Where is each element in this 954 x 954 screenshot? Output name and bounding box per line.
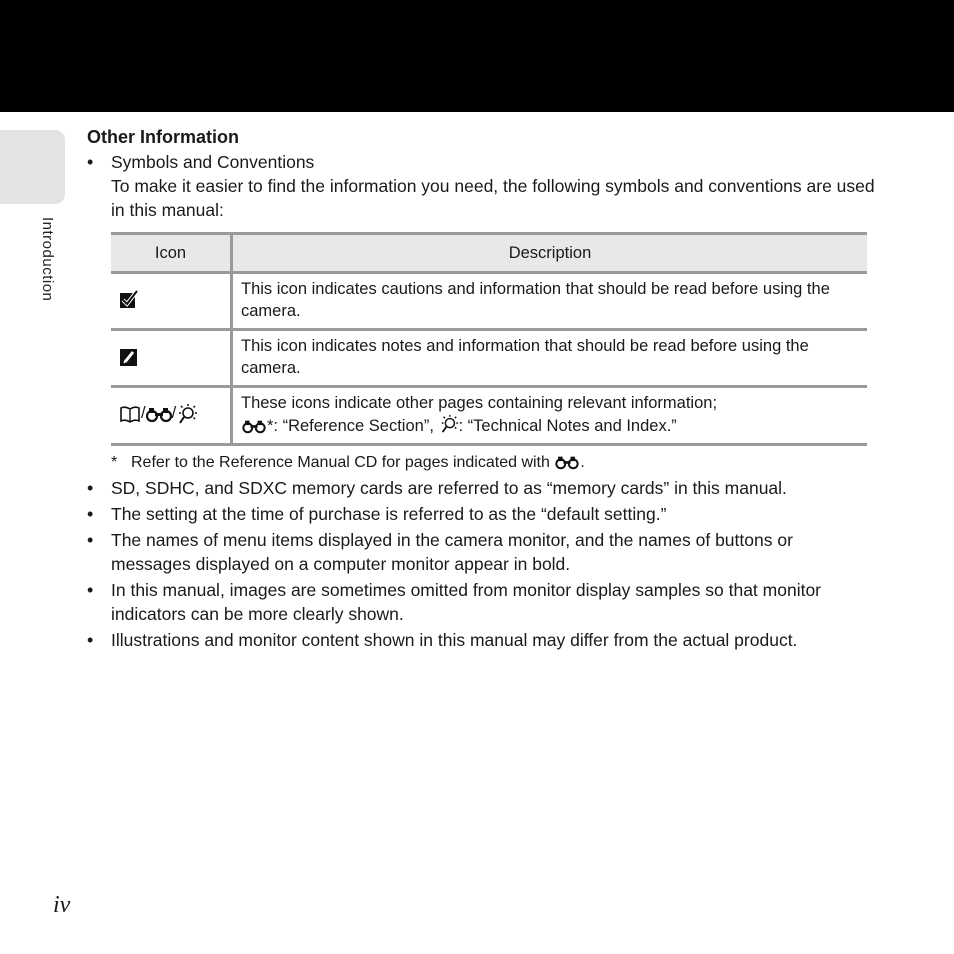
bulb-icon — [439, 414, 459, 434]
table-footnote — [111, 452, 877, 474]
list-item — [87, 150, 877, 222]
chapter-label: Introduction — [39, 217, 56, 302]
main-content — [87, 126, 877, 652]
list-item — [87, 502, 877, 526]
footnote-mark: * — [111, 454, 118, 471]
list-item-text: In this manual, images are sometimes omitted from monitor display samples so that monitor indicators can be more clearly shown. — [111, 580, 822, 624]
binoculars-icon — [146, 405, 172, 423]
bullet-dot: • — [87, 152, 94, 172]
bullet-dot: • — [87, 504, 94, 524]
page-number: iv — [53, 892, 71, 918]
bullet-dot: • — [87, 478, 94, 498]
conventions-table — [111, 232, 867, 446]
list-item — [87, 528, 877, 576]
list-item-text: The setting at the time of purchase is referred to as the “default setting.” — [111, 504, 667, 524]
bullet-dot: • — [87, 630, 94, 650]
section-title: Other Information — [87, 127, 239, 147]
bullet-list — [87, 476, 877, 652]
bullet-dot: • — [87, 530, 94, 550]
binoculars-icon — [241, 418, 267, 434]
list-item — [87, 578, 877, 626]
icon-separator: / — [141, 404, 146, 422]
icon-cell — [111, 273, 232, 330]
icon-cell — [111, 387, 232, 445]
icon-cell — [111, 330, 232, 387]
reference-section-text: *: “Reference Section”, — [267, 417, 434, 435]
table-row — [111, 330, 867, 387]
note-pencil-icon — [119, 347, 139, 367]
list-item-text: SD, SDHC, and SDXC memory cards are referred to as “memory cards” in this manual. — [111, 478, 787, 498]
list-item-title: Symbols and Conventions — [111, 152, 315, 172]
list-item — [87, 628, 877, 652]
table-header-row — [111, 234, 867, 273]
list-item-text: The names of menu items displayed in the camera monitor, and the names of buttons or messages displayed on a computer monitor appear in bold. — [111, 530, 793, 574]
table-row — [111, 387, 867, 445]
technical-notes-text: : “Technical Notes and Index.” — [458, 417, 677, 435]
list-item — [87, 476, 877, 500]
header-band — [0, 0, 954, 112]
bulb-icon — [176, 403, 198, 425]
description-cell: This icon indicates notes and information that should be read before using the camera. — [232, 330, 868, 387]
icon-separator: / — [171, 404, 177, 422]
footnote-end: . — [580, 454, 585, 471]
list-item-text: Illustrations and monitor content shown in this manual may differ from the actual product. — [111, 630, 798, 650]
bullet-dot: • — [87, 580, 94, 600]
description-line: These icons indicate other pages containing relevant information; — [241, 394, 718, 412]
binoculars-icon — [554, 454, 580, 470]
header-description: Description — [232, 234, 868, 273]
footnote-text: Refer to the Reference Manual CD for pages indicated with — [131, 454, 550, 471]
description-cell — [232, 387, 868, 445]
header-icon: Icon — [111, 234, 232, 273]
book-icon — [119, 404, 141, 424]
description-cell: This icon indicates cautions and information that should be read before using the camera. — [232, 273, 868, 330]
list-item-text: To make it easier to find the information you need, the following symbols and conventions are used in this manual: — [111, 176, 875, 220]
caution-check-icon — [119, 290, 139, 310]
table-row — [111, 273, 867, 330]
description-line — [241, 414, 859, 437]
chapter-tab — [0, 130, 65, 204]
